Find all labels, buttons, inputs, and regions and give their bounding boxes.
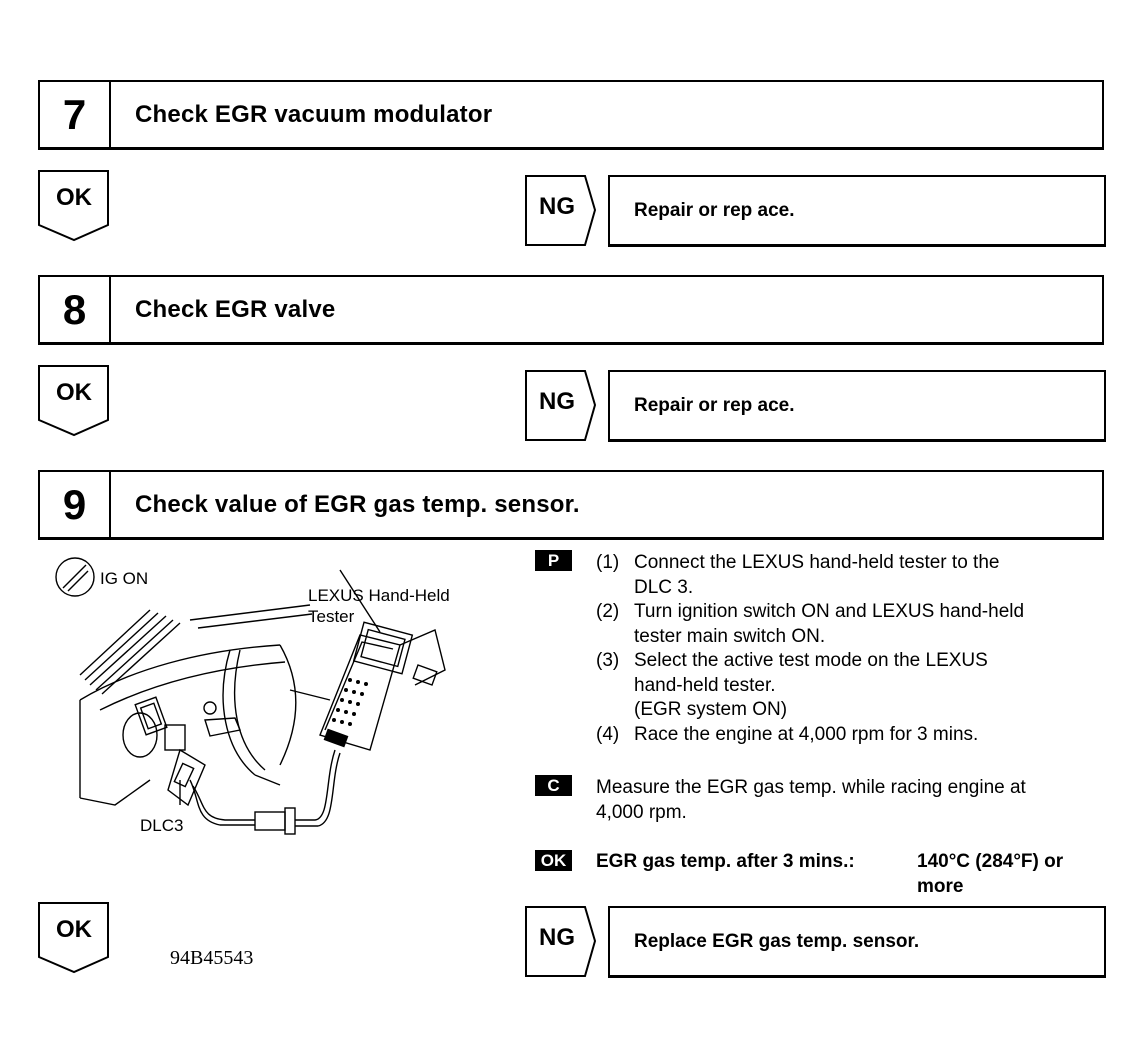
ok-result-7 bbox=[38, 170, 110, 242]
procedure-step bbox=[596, 551, 1106, 576]
procedure-step bbox=[596, 600, 1106, 625]
check-instruction bbox=[596, 776, 1106, 825]
procedure-step-number: (4) bbox=[596, 723, 620, 745]
ok-criteria-label: EGR gas temp. after 3 mins.: bbox=[596, 851, 855, 872]
ok-label: OK bbox=[56, 916, 92, 943]
ok-criteria-value bbox=[917, 850, 1107, 899]
procedure-step-number: (1) bbox=[596, 552, 620, 573]
ng-label: NG bbox=[539, 193, 575, 220]
ng-result-7 bbox=[525, 175, 598, 247]
procedure-step-text: DLC 3. bbox=[634, 576, 694, 598]
ng-action-7: Repair or rep ace. bbox=[608, 175, 1106, 247]
ok-result-8 bbox=[38, 365, 110, 437]
procedure-step bbox=[596, 723, 1106, 748]
tester-label-line2: Tester bbox=[308, 607, 355, 626]
step-title: Check EGR vacuum modulator bbox=[135, 100, 493, 128]
step-title: Check EGR valve bbox=[135, 295, 336, 323]
ig-on-label: IG ON bbox=[100, 569, 149, 588]
procedure-step-text: Race the engine at 4,000 rpm for 3 mins. bbox=[634, 723, 979, 745]
procedure-step-text: Turn ignition switch ON and LEXUS hand-held bbox=[634, 601, 1025, 622]
ok-criteria-value-line: more bbox=[917, 875, 964, 897]
procedure-tag: P bbox=[535, 550, 572, 571]
step-number: 9 bbox=[40, 472, 111, 537]
step-8-header bbox=[38, 275, 1104, 345]
step-title: Check value of EGR gas temp. sensor. bbox=[135, 490, 580, 518]
procedure-steps bbox=[596, 551, 1106, 747]
ok-label: OK bbox=[56, 379, 92, 406]
ok-criteria-value-line: 140°C (284°F) or bbox=[917, 851, 1064, 872]
ok-criteria-tag: OK bbox=[535, 850, 572, 871]
check-line: Measure the EGR gas temp. while racing engine at bbox=[596, 777, 1026, 798]
ng-result-8 bbox=[525, 370, 598, 442]
step-number: 8 bbox=[40, 277, 111, 342]
procedure-step-number: (2) bbox=[596, 601, 620, 622]
procedure-step bbox=[596, 649, 1106, 674]
check-tag: C bbox=[535, 775, 572, 796]
ng-action-9: Replace EGR gas temp. sensor. bbox=[608, 906, 1106, 978]
procedure-step-text: tester main switch ON. bbox=[634, 625, 826, 647]
check-line: 4,000 rpm. bbox=[596, 801, 687, 823]
ignition-switch-icon bbox=[56, 558, 94, 596]
dlc3-label: DLC3 bbox=[140, 816, 184, 835]
ng-label: NG bbox=[539, 388, 575, 415]
procedure-step-text: Connect the LEXUS hand-held tester to the bbox=[634, 552, 1000, 573]
step-7-header bbox=[38, 80, 1104, 150]
step-9-header bbox=[38, 470, 1104, 540]
procedure-step-text: hand-held tester. bbox=[634, 674, 776, 696]
ng-label: NG bbox=[539, 924, 575, 951]
ok-result-9 bbox=[38, 902, 110, 974]
ng-action-8: Repair or rep ace. bbox=[608, 370, 1106, 442]
tester-label-line1: LEXUS Hand-Held bbox=[308, 586, 450, 605]
ng-result-9 bbox=[525, 906, 598, 978]
figure-code: 94B45543 bbox=[170, 947, 254, 969]
step-number: 7 bbox=[40, 82, 111, 147]
procedure-step-text: (EGR system ON) bbox=[634, 699, 788, 720]
ok-label: OK bbox=[56, 184, 92, 211]
procedure-step-number: (3) bbox=[596, 650, 620, 671]
procedure-step-text: Select the active test mode on the LEXUS bbox=[634, 650, 988, 671]
tester-label bbox=[308, 585, 450, 627]
